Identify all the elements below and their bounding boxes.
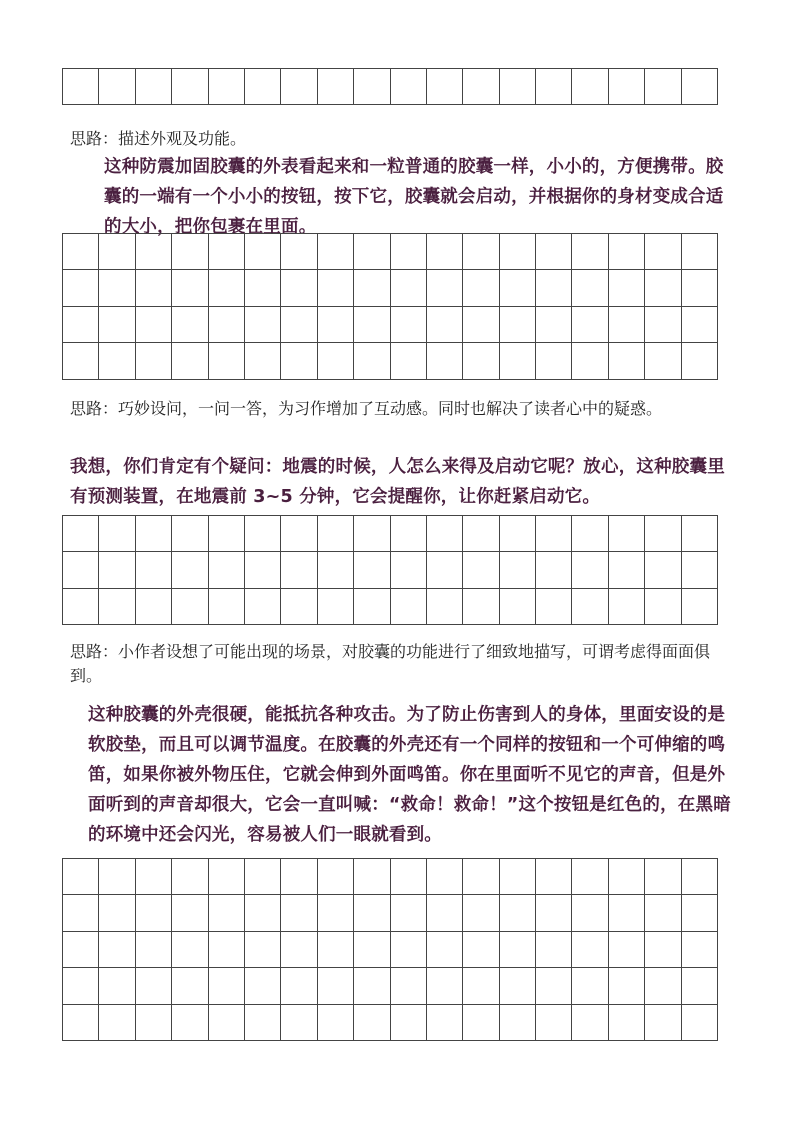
grid-cell [99, 234, 135, 270]
grid-cell [499, 69, 535, 105]
grid-cell [172, 968, 208, 1004]
grid-cell [608, 588, 644, 624]
grid-cell [317, 516, 353, 552]
grid-cell [499, 516, 535, 552]
writing-grid-2 [62, 233, 718, 380]
grid-cell [681, 343, 717, 379]
essay-paragraph-3: 这种胶囊的外壳很硬，能抵抗各种攻击。为了防止伤害到人的身体，里面安设的是软胶垫，而且可以调节温度。在胶囊的外壳还有一个同样的按钮和一个可伸缩的鸣笛，如果你被外物压住，它就会伸到外面鸣笛。你在里面听不见它的声音，但是外面听到的声音却很大，它会一直叫喊：“救命！救命！”这个按钮是红色的，在黑暗的环境中还会闪光，容易被人们一眼就看到。 [88, 705, 731, 845]
grid-cell [426, 343, 462, 379]
grid-cell [354, 931, 390, 967]
grid-cell [645, 343, 681, 379]
thinking-note-1: 思路：描述外观及功能。 [70, 129, 247, 148]
grid-cell [499, 968, 535, 1004]
grid-cell [317, 1004, 353, 1040]
grid-row [63, 234, 718, 270]
grid-cell [63, 234, 99, 270]
grid-cell [244, 343, 280, 379]
grid-cell [208, 859, 244, 895]
grid-cell [317, 343, 353, 379]
grid-cell [354, 69, 390, 105]
grid-cell [645, 270, 681, 306]
grid-cell [645, 234, 681, 270]
grid-row [63, 1004, 718, 1040]
grid-cell [172, 552, 208, 588]
grid-cell [499, 1004, 535, 1040]
grid-cell [536, 968, 572, 1004]
grid-cell [390, 1004, 426, 1040]
grid-cell [317, 69, 353, 105]
grid-cell [426, 234, 462, 270]
grid-cell [572, 895, 608, 931]
grid-cell [499, 588, 535, 624]
grid-cell [572, 588, 608, 624]
grid-cell [281, 1004, 317, 1040]
grid-cell [463, 516, 499, 552]
grid-cell [681, 516, 717, 552]
grid-cell [99, 516, 135, 552]
grid-row [63, 306, 718, 342]
grid-cell [99, 69, 135, 105]
grid-cell [244, 588, 280, 624]
grid-cell [645, 516, 681, 552]
grid-cell [463, 1004, 499, 1040]
grid-cell [317, 270, 353, 306]
grid-cell [426, 516, 462, 552]
grid-cell [426, 1004, 462, 1040]
grid-cell [354, 859, 390, 895]
grid-cell [135, 1004, 171, 1040]
grid-cell [572, 516, 608, 552]
grid-cell [536, 588, 572, 624]
grid-cell [681, 69, 717, 105]
grid-cell [281, 931, 317, 967]
grid-cell [390, 306, 426, 342]
grid-cell [499, 343, 535, 379]
grid-cell [172, 343, 208, 379]
grid-row [63, 895, 718, 931]
grid-cell [244, 1004, 280, 1040]
grid-cell [208, 270, 244, 306]
thinking-note-2: 思路：巧妙设问，一问一答，为习作增加了互动感。同时也解决了读者心中的疑惑。 [70, 399, 663, 418]
grid-cell [63, 968, 99, 1004]
grid-cell [281, 859, 317, 895]
grid-cell [608, 931, 644, 967]
grid-cell [572, 552, 608, 588]
grid-cell [63, 931, 99, 967]
grid-cell [536, 343, 572, 379]
grid-cell [645, 306, 681, 342]
grid-cell [63, 588, 99, 624]
grid-row [63, 270, 718, 306]
grid-cell [354, 234, 390, 270]
grid-cell [426, 588, 462, 624]
grid-cell [208, 552, 244, 588]
grid-cell [645, 931, 681, 967]
grid-cell [572, 234, 608, 270]
grid-cell [463, 306, 499, 342]
grid-cell [135, 588, 171, 624]
grid-cell [354, 270, 390, 306]
grid-cell [499, 552, 535, 588]
grid-cell [463, 343, 499, 379]
grid-cell [281, 516, 317, 552]
grid-cell [99, 306, 135, 342]
grid-cell [354, 968, 390, 1004]
grid-cell [317, 234, 353, 270]
grid-cell [208, 588, 244, 624]
grid-cell [208, 931, 244, 967]
grid-cell [172, 69, 208, 105]
grid-cell [463, 552, 499, 588]
grid-cell [63, 516, 99, 552]
grid-cell [463, 270, 499, 306]
grid-cell [244, 552, 280, 588]
grid-cell [99, 895, 135, 931]
grid-cell [645, 968, 681, 1004]
grid-cell [608, 306, 644, 342]
grid-cell [172, 270, 208, 306]
grid-cell [426, 931, 462, 967]
grid-cell [390, 69, 426, 105]
grid-cell [608, 552, 644, 588]
grid-cell [536, 895, 572, 931]
grid-cell [208, 895, 244, 931]
grid-cell [536, 859, 572, 895]
grid-cell [645, 69, 681, 105]
grid-cell [317, 859, 353, 895]
grid-cell [317, 968, 353, 1004]
essay-paragraph-2: 我想，你们肯定有个疑问：地震的时候，人怎么来得及启动它呢？放心，这种胶囊里有预测装置，在地震前 3~5 分钟，它会提醒你，让你赶紧启动它。 [70, 457, 725, 507]
grid-cell [135, 516, 171, 552]
grid-cell [463, 968, 499, 1004]
grid-cell [463, 69, 499, 105]
grid-cell [426, 552, 462, 588]
grid-cell [281, 270, 317, 306]
grid-cell [208, 234, 244, 270]
grid-cell [463, 859, 499, 895]
grid-cell [390, 859, 426, 895]
grid-cell [681, 968, 717, 1004]
grid-cell [645, 552, 681, 588]
grid-cell [317, 588, 353, 624]
grid-cell [499, 306, 535, 342]
grid-cell [63, 552, 99, 588]
grid-cell [244, 931, 280, 967]
grid-cell [63, 270, 99, 306]
grid-row [63, 343, 718, 379]
grid-cell [463, 931, 499, 967]
grid-cell [390, 968, 426, 1004]
grid-cell [281, 343, 317, 379]
grid-cell [63, 1004, 99, 1040]
grid-cell [281, 552, 317, 588]
grid-cell [208, 69, 244, 105]
grid-cell [317, 552, 353, 588]
grid-cell [499, 931, 535, 967]
grid-cell [681, 588, 717, 624]
grid-cell [135, 931, 171, 967]
grid-cell [281, 968, 317, 1004]
grid-cell [135, 306, 171, 342]
grid-cell [354, 343, 390, 379]
grid-row [63, 931, 718, 967]
grid-cell [608, 968, 644, 1004]
grid-cell [608, 1004, 644, 1040]
grid-cell [172, 234, 208, 270]
grid-cell [208, 968, 244, 1004]
grid-cell [281, 895, 317, 931]
grid-row [63, 69, 718, 105]
grid-cell [572, 306, 608, 342]
grid-cell [244, 69, 280, 105]
grid-cell [354, 1004, 390, 1040]
thinking-note-3: 思路：小作者设想了可能出现的场景，对胶囊的功能进行了细致地描写，可谓考虑得面面俱到。 [70, 642, 711, 685]
grid-cell [135, 859, 171, 895]
grid-cell [354, 895, 390, 931]
grid-cell [317, 306, 353, 342]
grid-cell [244, 516, 280, 552]
grid-cell [572, 968, 608, 1004]
grid-cell [390, 343, 426, 379]
writing-grid-3 [62, 515, 718, 625]
grid-cell [390, 931, 426, 967]
grid-cell [681, 306, 717, 342]
grid-cell [572, 343, 608, 379]
grid-cell [499, 270, 535, 306]
grid-cell [536, 306, 572, 342]
grid-cell [681, 931, 717, 967]
grid-cell [499, 234, 535, 270]
writing-grid-1 [62, 68, 718, 105]
grid-cell [572, 69, 608, 105]
grid-cell [426, 270, 462, 306]
grid-cell [244, 306, 280, 342]
grid-cell [63, 859, 99, 895]
writing-grid-4 [62, 858, 718, 1041]
grid-cell [244, 895, 280, 931]
grid-cell [608, 516, 644, 552]
grid-cell [390, 588, 426, 624]
essay-paragraph-1: 这种防震加固胶囊的外表看起来和一粒普通的胶囊一样，小小的，方便携带。胶囊的一端有一个小小的按钮，按下它，胶囊就会启动，并根据你的身材变成合适的大小，把你包裹在里面。 [104, 157, 724, 237]
grid-row [63, 588, 718, 624]
grid-cell [681, 552, 717, 588]
grid-cell [99, 552, 135, 588]
grid-cell [536, 931, 572, 967]
grid-cell [63, 895, 99, 931]
grid-cell [645, 1004, 681, 1040]
grid-cell [463, 895, 499, 931]
grid-row [63, 859, 718, 895]
grid-cell [172, 516, 208, 552]
grid-cell [426, 895, 462, 931]
grid-cell [572, 859, 608, 895]
grid-cell [608, 270, 644, 306]
grid-cell [572, 931, 608, 967]
grid-cell [63, 343, 99, 379]
grid-cell [354, 552, 390, 588]
grid-cell [63, 306, 99, 342]
grid-cell [281, 306, 317, 342]
grid-cell [244, 270, 280, 306]
grid-cell [135, 270, 171, 306]
grid-cell [172, 895, 208, 931]
grid-cell [135, 552, 171, 588]
grid-row [63, 968, 718, 1004]
grid-cell [572, 1004, 608, 1040]
grid-cell [608, 895, 644, 931]
grid-cell [99, 931, 135, 967]
grid-cell [608, 234, 644, 270]
grid-cell [426, 69, 462, 105]
grid-cell [572, 270, 608, 306]
grid-cell [281, 69, 317, 105]
grid-cell [354, 306, 390, 342]
grid-cell [608, 69, 644, 105]
grid-cell [244, 968, 280, 1004]
grid-cell [426, 968, 462, 1004]
grid-cell [317, 895, 353, 931]
grid-cell [208, 516, 244, 552]
grid-cell [536, 552, 572, 588]
grid-cell [172, 859, 208, 895]
grid-cell [172, 1004, 208, 1040]
grid-cell [135, 69, 171, 105]
grid-cell [645, 588, 681, 624]
grid-cell [135, 343, 171, 379]
grid-cell [99, 968, 135, 1004]
grid-cell [536, 270, 572, 306]
grid-cell [99, 1004, 135, 1040]
grid-cell [208, 306, 244, 342]
grid-cell [645, 895, 681, 931]
grid-cell [99, 343, 135, 379]
grid-cell [390, 516, 426, 552]
grid-cell [390, 270, 426, 306]
grid-cell [681, 895, 717, 931]
grid-cell [135, 234, 171, 270]
grid-row [63, 552, 718, 588]
grid-row [63, 516, 718, 552]
grid-cell [99, 270, 135, 306]
grid-cell [463, 588, 499, 624]
grid-cell [608, 859, 644, 895]
grid-cell [281, 588, 317, 624]
grid-cell [172, 588, 208, 624]
grid-cell [135, 895, 171, 931]
grid-cell [172, 306, 208, 342]
grid-cell [463, 234, 499, 270]
grid-cell [63, 69, 99, 105]
grid-cell [390, 552, 426, 588]
grid-cell [99, 859, 135, 895]
grid-cell [536, 516, 572, 552]
grid-cell [99, 588, 135, 624]
grid-cell [536, 1004, 572, 1040]
grid-cell [244, 859, 280, 895]
grid-cell [499, 859, 535, 895]
grid-cell [426, 306, 462, 342]
grid-cell [645, 859, 681, 895]
grid-cell [172, 931, 208, 967]
grid-cell [354, 516, 390, 552]
grid-cell [681, 859, 717, 895]
grid-cell [208, 343, 244, 379]
grid-cell [608, 343, 644, 379]
grid-cell [354, 588, 390, 624]
grid-cell [681, 270, 717, 306]
grid-cell [681, 234, 717, 270]
grid-cell [135, 968, 171, 1004]
grid-cell [244, 234, 280, 270]
grid-cell [426, 859, 462, 895]
grid-cell [681, 1004, 717, 1040]
grid-cell [390, 234, 426, 270]
grid-cell [317, 931, 353, 967]
grid-cell [208, 1004, 244, 1040]
grid-cell [281, 234, 317, 270]
grid-cell [536, 69, 572, 105]
grid-cell [390, 895, 426, 931]
grid-cell [536, 234, 572, 270]
grid-cell [499, 895, 535, 931]
